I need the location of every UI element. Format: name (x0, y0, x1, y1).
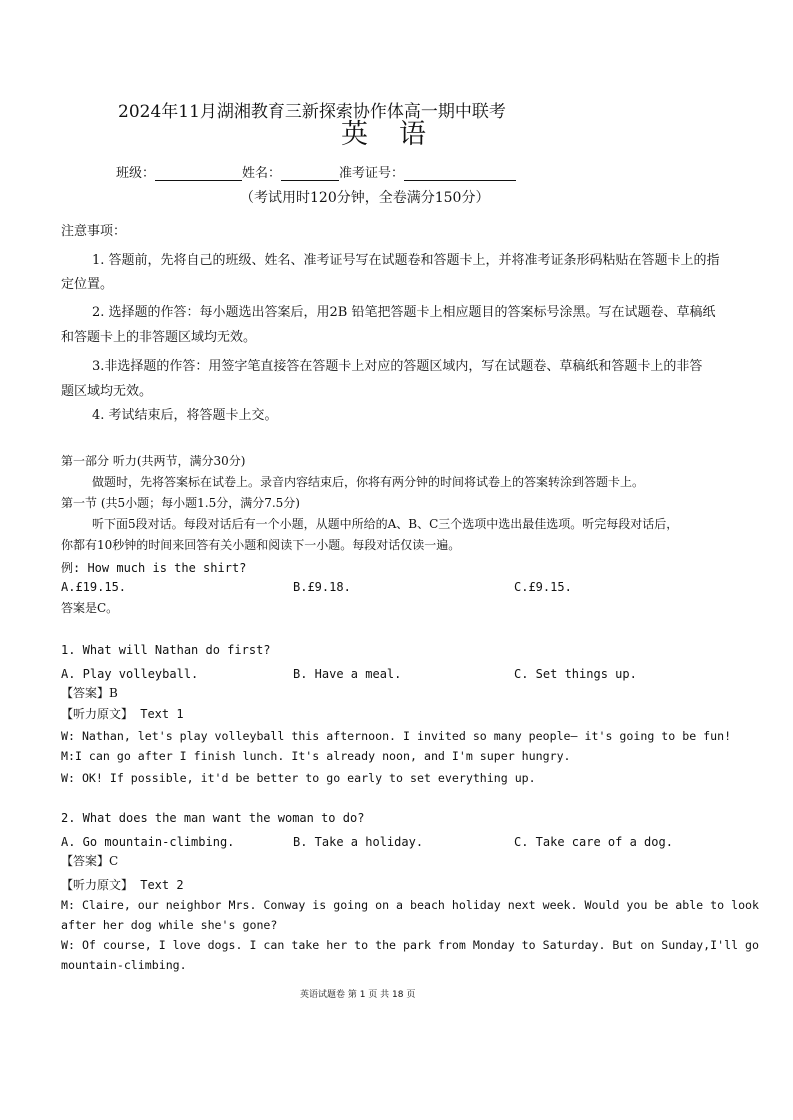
q2-transcript-label: 【听力原文】 Text 2 (61, 878, 184, 892)
example-option-a: A.£19.15. (61, 580, 127, 594)
q1-transcript-line: W: OK! If possible, it'd be better to go early to set everything up. (61, 771, 536, 785)
candidate-info-row (116, 162, 516, 181)
q2-option-a: A. Go mountain-climbing. (61, 835, 235, 849)
q2-transcript-line: mountain-climbing. (61, 958, 187, 972)
q1-transcript-line: M:I can go after I finish lunch. It's already noon, and I'm super hungry. (61, 749, 571, 763)
class-label: 班级： (116, 166, 156, 181)
class-blank (155, 166, 242, 181)
example-option-c: C.£9.15. (514, 580, 572, 594)
q2-option-c: C. Take care of a dog. (514, 835, 673, 849)
q2-transcript-line: W: Of course, I love dogs. I can take her to the park from Monday to Saturday. But on Sunday,I'll go (61, 938, 760, 952)
example-answer: 答案是C。 (61, 601, 119, 615)
notice-item-2: 2. 选择题的作答：每小题选出答案后，用2B 铅笔把答题卡上相应题目的答案标号涂黑。写在试题卷、草稿纸 (92, 305, 716, 320)
example-option-b: B.£9.18. (293, 580, 351, 594)
notice-item-3: 3.非选择题的作答：用签字笔直接答在答题卡上对应的答题区域内，写在试题卷、草稿纸和答题卡上的非答 (92, 359, 703, 374)
example-question: 例: How much is the shirt? (61, 561, 247, 575)
part1-instruction: 做题时，先将答案标在试卷上。录音内容结束后，你将有两分钟的时间将试卷上的答案转涂到答题卡上。 (92, 475, 645, 489)
page-footer: 英语试题卷 第 1 页 共 18 页 (300, 990, 416, 1000)
part1-heading: 第一部分 听力(共两节，满分30分) (61, 454, 246, 468)
q2-transcript-line: M: Claire, our neighbor Mrs. Conway is going on a beach holiday next week. Would you be able to look (61, 898, 760, 912)
notice-item-2-cont: 和答题卡上的非答题区域均无效。 (61, 330, 257, 345)
notice-item-1: 1. 答题前，先将自己的班级、姓名、准考证号写在试题卷和答题卡上，并将准考证条形码粘贴在答题卡上的指 (92, 253, 720, 268)
subject-title: 英 语 (341, 119, 428, 150)
section1-directions: 听下面5段对话。每段对话后有一个小题，从题中所给的A、B、C三个选项中选出最佳选项。听完每段对话后， (92, 517, 679, 531)
q2-answer: 【答案】C (61, 854, 119, 868)
notice-item-3-cont: 题区域均无效。 (61, 384, 153, 399)
q1-question: 1. What will Nathan do first? (61, 643, 271, 657)
q1-answer: 【答案】B (61, 686, 118, 700)
q2-question: 2. What does the man want the woman to do? (61, 811, 365, 825)
section1-directions-cont: 你都有10秒钟的时间来回答有关小题和阅读下一小题。每段对话仅读一遍。 (61, 538, 461, 552)
notice-title: 注意事项： (61, 224, 127, 239)
name-label: 姓名： (242, 166, 282, 181)
notice-item-4: 4. 考试结束后，将答题卡上交。 (92, 408, 278, 423)
name-blank (281, 166, 339, 181)
q1-option-b: B. Have a meal. (293, 667, 402, 681)
section1-heading: 第一节 (共5小题；每小题1.5分，满分7.5分) (61, 496, 300, 510)
time-info: （考试用时120分钟，全卷满分150分） (240, 190, 490, 206)
q1-option-c: C. Set things up. (514, 667, 637, 681)
q2-transcript-line: after her dog while she's gone? (61, 918, 278, 932)
q1-option-a: A. Play volleyball. (61, 667, 199, 681)
q1-transcript-label: 【听力原文】 Text 1 (61, 707, 184, 721)
id-label: 准考证号： (339, 166, 405, 181)
q1-transcript-line: W: Nathan, let's play volleyball this afternoon. I invited so many people— it's going to be fun! (61, 729, 732, 743)
q2-option-b: B. Take a holiday. (293, 835, 424, 849)
id-blank (404, 166, 516, 181)
exam-title: 2024年11月湖湘教育三新探索协作体高一期中联考 (118, 102, 506, 122)
notice-item-1-cont: 定位置。 (61, 277, 114, 292)
